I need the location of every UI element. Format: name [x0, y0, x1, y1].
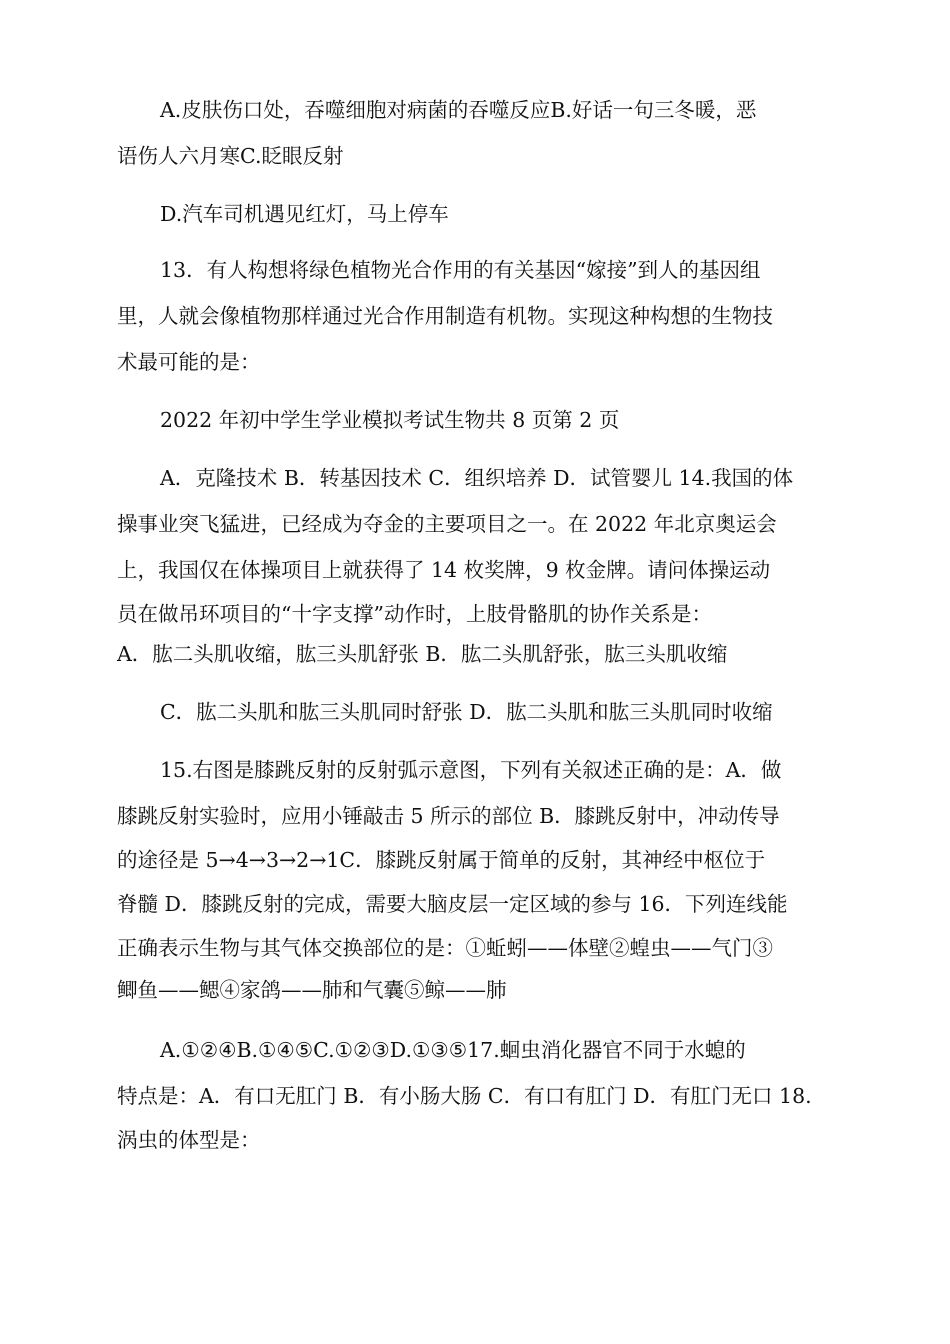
text-line-q17-options-q18: 特点是：A．有口无肛门 B．有小肠大肠 C．有口有肛门 D．有肛门无口 18. — [117, 1084, 812, 1108]
text-line-q12-options-1: A.皮肤伤口处，吞噬细胞对病菌的吞噬反应B.好话一句三冬暖，恶 — [160, 98, 757, 122]
text-line-q16-3: 鲫鱼——鳃④家鸽——肺和气囊⑤鲸——肺 — [117, 978, 507, 1002]
text-line-q12-options-2: 语伤人六月寒C.眨眼反射 — [117, 144, 344, 168]
text-line-q13-options-q14-1: A．克隆技术 B．转基因技术 C．组织培养 D．试管婴儿 14.我国的体 — [160, 466, 794, 490]
text-line-q12-option-d: D.汽车司机遇见红灯，马上停车 — [160, 202, 449, 226]
text-line-q13-1: 13．有人构想将绿色植物光合作用的有关基因“嫁接”到人的基因组 — [160, 258, 761, 282]
text-line-q14-options-cd: C．肱二头肌和肱三头肌同时舒张 D．肱二头肌和肱三头肌同时收缩 — [160, 700, 773, 724]
page-footer-line: 2022 年初中学生学业模拟考试生物共 8 页第 2 页 — [160, 408, 620, 432]
text-line-q14-3: 上，我国仅在体操项目上就获得了 14 枚奖牌，9 枚金牌。请问体操运动 — [117, 558, 771, 582]
text-line-q16-options-q17-1: A.①②④B.①④⑤C.①②③D.①③⑤17.蛔虫消化器官不同于水螅的 — [160, 1038, 746, 1062]
text-line-q14-4: 员在做吊环项目的“十字支撑”动作时，上肢骨骼肌的协作关系是： — [117, 602, 712, 626]
text-line-q15-q16-4: 脊髓 D．膝跳反射的完成，需要大脑皮层一定区域的参与 16．下列连线能 — [117, 892, 788, 916]
text-line-q18-2: 涡虫的体型是： — [117, 1128, 261, 1152]
text-line-q14-2: 操事业突飞猛进，已经成为夺金的主要项目之一。在 2022 年北京奥运会 — [117, 512, 777, 536]
text-line-q16-2: 正确表示生物与其气体交换部位的是：①蚯蚓——体壁②蝗虫——气门③ — [117, 936, 773, 960]
text-line-q14-options-ab: A．肱二头肌收缩，肱三头肌舒张 B．肱二头肌舒张，肱三头肌收缩 — [117, 642, 728, 666]
text-line-q15-2: 膝跳反射实验时，应用小锤敲击 5 所示的部位 B．膝跳反射中，冲动传导 — [117, 804, 780, 828]
text-line-q13-3: 术最可能的是： — [117, 350, 261, 374]
text-line-q15-1: 15.右图是膝跳反射的反射弧示意图，下列有关叙述正确的是：A．做 — [160, 758, 782, 782]
text-line-q15-3: 的途径是 5→4→3→2→1C．膝跳反射属于简单的反射，其神经中枢位于 — [117, 848, 766, 872]
text-line-q13-2: 里，人就会像植物那样通过光合作用制造有机物。实现这种构想的生物技 — [117, 304, 773, 328]
